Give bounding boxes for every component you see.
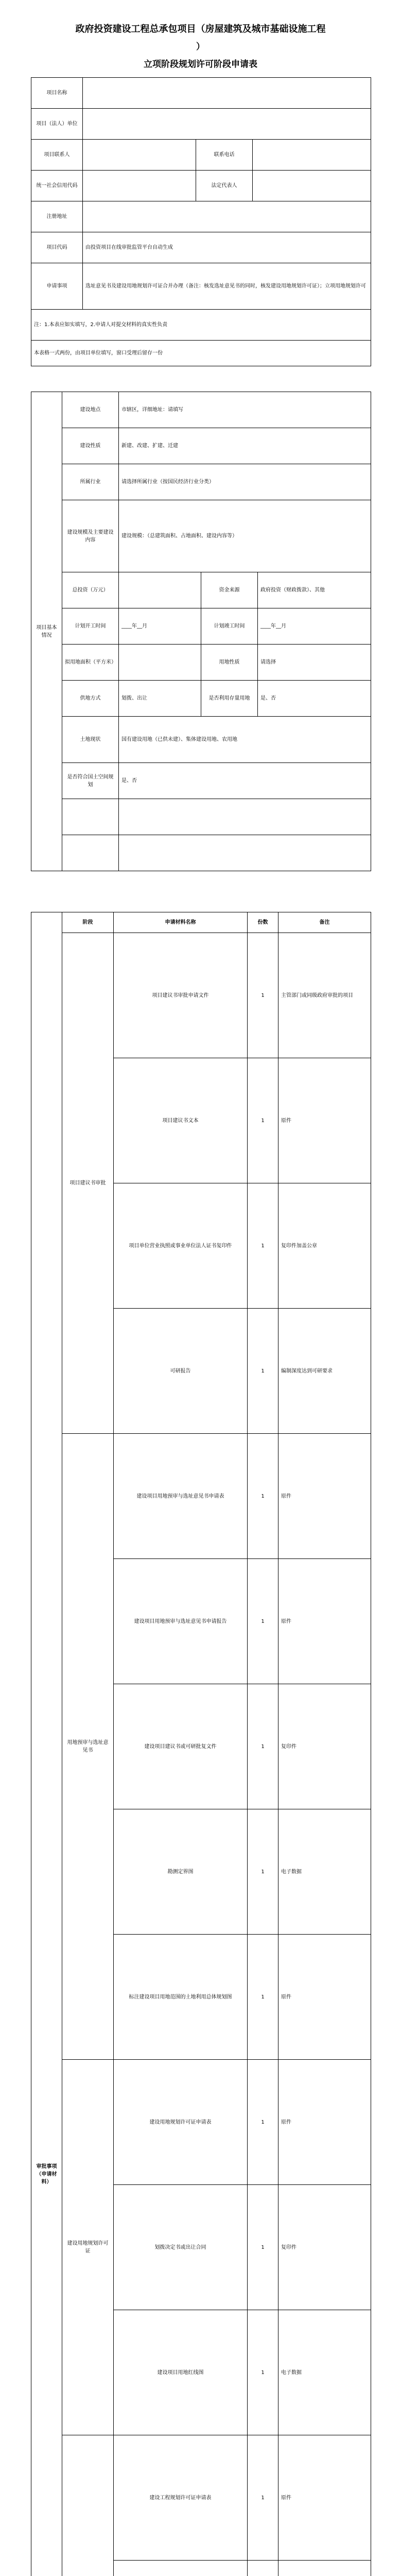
material-cell xyxy=(114,2561,248,2576)
industry-label: 所属行业 xyxy=(62,464,119,500)
remark-cell: 主管部门或同级政府审批的项目 xyxy=(278,933,371,1058)
project-name-label: 项目名称 xyxy=(31,78,83,109)
basic-info-table xyxy=(31,77,371,366)
project-name-field[interactable] xyxy=(83,78,371,109)
reuse-label: 是否利用存量用地 xyxy=(201,681,258,717)
scale-label: 建设规模及主要建设内容 xyxy=(62,500,119,572)
contact-label: 项目联系人 xyxy=(31,140,83,171)
remark-cell: 原件 xyxy=(278,1559,371,1684)
copies-cell[interactable]: 1 xyxy=(248,1684,278,1809)
plan-value[interactable]: 是、否 xyxy=(119,763,371,799)
table-row xyxy=(31,2435,371,2561)
remark-cell: 原件 xyxy=(278,1434,371,1559)
remark-cell: 原件 xyxy=(278,2060,371,2185)
approval-table xyxy=(31,912,371,2576)
land-type-label: 用地性质 xyxy=(201,645,258,681)
remark-cell: 原件 xyxy=(278,1058,371,1183)
material-cell: 建设项目建议书或可研批复文件 xyxy=(114,1684,248,1809)
material-cell: 划拨决定书或出让合同 xyxy=(114,2185,248,2310)
copies-cell[interactable]: 1 xyxy=(248,1183,278,1309)
material-cell: 建设项目用地红线图 xyxy=(114,2310,248,2435)
material-cell: 勘测定界图 xyxy=(114,1809,248,1935)
col-material-header: 申请材料名称 xyxy=(114,912,248,933)
nature-label: 建设性质 xyxy=(62,428,119,464)
table-row xyxy=(31,2060,371,2185)
project-unit-field[interactable] xyxy=(83,109,371,140)
location-label: 建设地点 xyxy=(62,392,119,428)
remark-cell: 复印件加盖公章 xyxy=(278,1183,371,1309)
title-line-3: 立项阶段规划许可阶段申请表 xyxy=(144,59,257,70)
remark-cell: 原件 xyxy=(278,1935,371,2060)
registered-address-field[interactable] xyxy=(83,201,371,232)
col-stage-header: 阶段 xyxy=(62,912,114,933)
copies-cell[interactable] xyxy=(248,2561,278,2576)
copies-cell[interactable]: 1 xyxy=(248,1935,278,2060)
material-cell: 标注建设项目用地范围的土地利用总体规划图 xyxy=(114,1935,248,2060)
remark-cell: 编制深度达到可研要求 xyxy=(278,1309,371,1434)
copies-cell[interactable]: 1 xyxy=(248,2185,278,2310)
nature-value[interactable]: 新建、改建、扩建、迁建 xyxy=(119,428,371,464)
fund-value[interactable]: 政府投资（财政拨款）、其他 xyxy=(258,572,371,608)
contact-field[interactable] xyxy=(83,140,196,171)
project-unit-label: 项目（法人）单位 xyxy=(31,109,83,140)
extra-label-2 xyxy=(62,835,119,871)
industry-value[interactable]: 请选择所属行业（按国民经济行业分类） xyxy=(119,464,371,500)
copies-cell[interactable]: 1 xyxy=(248,1559,278,1684)
remark-cell xyxy=(278,2561,371,2576)
supply-label: 供地方式 xyxy=(62,681,119,717)
credit-code-field[interactable] xyxy=(83,171,196,201)
legal-person-field[interactable] xyxy=(253,171,371,201)
complete-label: 计划竣工时间 xyxy=(201,608,258,645)
status-label: 土地现状 xyxy=(62,717,119,763)
material-cell: 项目建议书审批申请文件 xyxy=(114,933,248,1058)
material-cell: 建设工程规划许可证申请表 xyxy=(114,2435,248,2561)
remark-cell: 复印件 xyxy=(278,1684,371,1809)
item-code-note: 由投资项目在线审批监管平台自动生成 xyxy=(83,232,371,263)
form-title xyxy=(0,21,401,73)
material-cell: 建设用地规划许可证申请表 xyxy=(114,2060,248,2185)
title-line-1: 政府投资建设工程总承包项目（房屋建筑及城市基础设施工程 xyxy=(75,24,326,35)
copies-cell[interactable]: 1 xyxy=(248,1058,278,1183)
material-cell: 项目建议书文本 xyxy=(114,1058,248,1183)
phone-field[interactable] xyxy=(253,140,371,171)
fund-label: 资金来源 xyxy=(201,572,258,608)
material-cell: 项目单位营业执照或事业单位法人证书复印件 xyxy=(114,1183,248,1309)
remark-cell: 电子数据 xyxy=(278,2310,371,2435)
remark-cell: 电子数据 xyxy=(278,1809,371,1935)
notice-1: 注：1.本表应如实填写，2.申请人对提交材料的真实性负责 xyxy=(31,310,371,341)
table-row xyxy=(31,1434,371,1559)
supply-value[interactable]: 划拨、出让 xyxy=(119,681,201,717)
credit-code-label: 统一社会信用代码 xyxy=(31,171,83,201)
apply-matters-label: 申请事项 xyxy=(31,263,83,310)
extra-label-1 xyxy=(62,799,119,835)
land-value[interactable] xyxy=(119,645,201,681)
table-row xyxy=(31,933,371,1058)
copies-cell[interactable]: 1 xyxy=(248,2435,278,2561)
project-info-table xyxy=(31,392,371,871)
material-cell: 建设项目用地预审与选址意见书申请报告 xyxy=(114,1559,248,1684)
complete-value[interactable]: ____年__月 xyxy=(258,608,371,645)
copies-cell[interactable]: 1 xyxy=(248,2310,278,2435)
land-type-value[interactable]: 请选择 xyxy=(258,645,371,681)
item-code-label: 项目代码 xyxy=(31,232,83,263)
material-cell: 可研报告 xyxy=(114,1309,248,1434)
period-label: 计划开工时间 xyxy=(62,608,119,645)
status-value[interactable]: 国有建设用地（已供未建）、集体建设用地、农用地 xyxy=(119,717,371,763)
approval-section-label: 审批事项（申请材料） xyxy=(31,912,62,2576)
stage-cell: 建设用地规划许可证 xyxy=(62,2060,114,2435)
phone-label: 联系电话 xyxy=(196,140,253,171)
col-remark-header: 备注 xyxy=(278,912,371,933)
extra-field-2[interactable] xyxy=(119,835,371,871)
invest-value[interactable] xyxy=(119,572,201,608)
stage-cell: 项目建议书审批 xyxy=(62,933,114,1434)
remark-cell: 复印件 xyxy=(278,2185,371,2310)
copies-cell[interactable]: 1 xyxy=(248,1434,278,1559)
legal-person-label: 法定代表人 xyxy=(196,171,253,201)
material-cell: 建设项目用地预审与选址意见书申请表 xyxy=(114,1434,248,1559)
period-value[interactable]: ____年__月 xyxy=(119,608,201,645)
apply-matters-value[interactable]: 选址意见书及建设用地规划许可证合并办理（备注：核发选址意见书的同时，核发建设用地规划许可证）；立项用地规划许可 xyxy=(83,263,371,310)
copies-cell[interactable]: 1 xyxy=(248,933,278,1058)
invest-label: 总投资（万元） xyxy=(62,572,119,608)
plan-label: 是否符合国土空间规划 xyxy=(62,763,119,799)
copies-cell[interactable]: 1 xyxy=(248,2060,278,2185)
stage-cell: 用地预审与选址意见书 xyxy=(62,1434,114,2060)
registered-address-label: 注册地址 xyxy=(31,201,83,232)
extra-field-1[interactable] xyxy=(119,799,371,835)
remark-cell: 原件 xyxy=(278,2435,371,2561)
stage-cell xyxy=(62,2435,114,2576)
title-line-2: ） xyxy=(196,42,205,52)
scale-value[interactable]: 建设规模：（总建筑面积、占地面积、建设内容等） xyxy=(119,500,371,572)
notice-2: 本表格一式两份，由项目单位填写，窗口受理后留存一份 xyxy=(31,341,371,366)
reuse-value[interactable]: 是、否 xyxy=(258,681,371,717)
copies-cell[interactable]: 1 xyxy=(248,1309,278,1434)
col-copies-header: 份数 xyxy=(248,912,278,933)
project-info-section-label: 项目基本情况 xyxy=(31,392,62,871)
copies-cell[interactable]: 1 xyxy=(248,1809,278,1935)
location-value[interactable]: 市辖区，详细地址：请填写 xyxy=(119,392,371,428)
land-label: 拟用地面积（平方米） xyxy=(62,645,119,681)
